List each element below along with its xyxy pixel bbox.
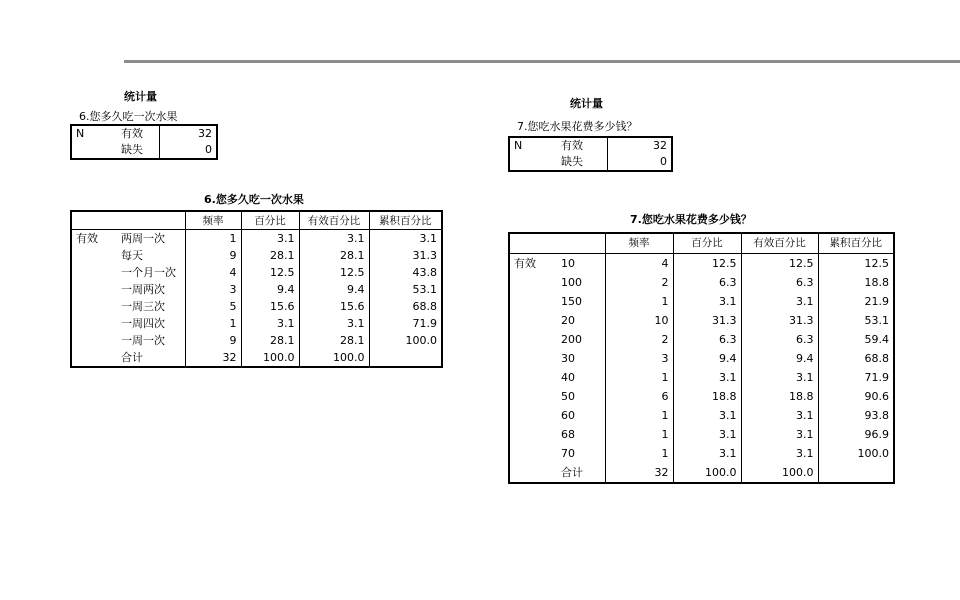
group-spacer — [509, 311, 557, 330]
cumulative-percent-value: 53.1 — [818, 311, 894, 330]
cumulative-percent-value: 100.0 — [818, 444, 894, 463]
cumulative-percent-value — [369, 349, 442, 367]
valid-percent-value: 12.5 — [741, 254, 818, 274]
valid-percent-value: 100.0 — [299, 349, 369, 367]
percent-value: 28.1 — [241, 332, 299, 349]
percent-value: 15.6 — [241, 298, 299, 315]
group-spacer — [509, 273, 557, 292]
group-spacer — [509, 463, 557, 483]
header-valid-percent: 有效百分比 — [741, 233, 818, 254]
frequency-value: 9 — [185, 332, 241, 349]
table-row — [509, 444, 894, 463]
valid-label: 有效 — [561, 139, 583, 152]
percent-value: 3.1 — [241, 230, 299, 248]
cumulative-percent-value: 59.4 — [818, 330, 894, 349]
cumulative-percent-value: 21.9 — [818, 292, 894, 311]
header-percent: 百分比 — [241, 211, 299, 230]
group-spacer — [71, 332, 117, 349]
frequency-value: 4 — [605, 254, 673, 274]
frequency-value: 1 — [605, 444, 673, 463]
group-spacer — [509, 292, 557, 311]
table-row — [71, 247, 442, 264]
frequency-value: 4 — [185, 264, 241, 281]
percent-value: 9.4 — [241, 281, 299, 298]
percent-value: 18.8 — [673, 387, 741, 406]
frequency-value: 1 — [605, 292, 673, 311]
header-row — [71, 211, 442, 230]
frequency-value: 1 — [605, 368, 673, 387]
header-frequency: 频率 — [605, 233, 673, 254]
cumulative-percent-value: 43.8 — [369, 264, 442, 281]
percent-value: 3.1 — [673, 368, 741, 387]
right-stats-table — [508, 136, 673, 172]
table-row — [509, 368, 894, 387]
row-label: 200 — [561, 333, 582, 346]
cumulative-percent-value: 93.8 — [818, 406, 894, 425]
left-stats-title: 统计量 — [124, 90, 157, 103]
stats-row-valid — [71, 125, 217, 142]
cumulative-percent-value: 90.6 — [818, 387, 894, 406]
table-row — [509, 273, 894, 292]
group-spacer — [509, 330, 557, 349]
group-spacer — [71, 281, 117, 298]
group-spacer — [71, 298, 117, 315]
percent-value: 12.5 — [241, 264, 299, 281]
percent-value: 100.0 — [673, 463, 741, 483]
group-label: 有效 — [76, 231, 98, 245]
row-label: 每天 — [121, 248, 143, 262]
valid-percent-value: 3.1 — [741, 368, 818, 387]
row-label: 10 — [561, 257, 575, 270]
valid-percent-value: 28.1 — [299, 247, 369, 264]
table-row — [509, 330, 894, 349]
row-label: 一周三次 — [121, 299, 165, 313]
left-stats-table — [70, 124, 218, 160]
frequency-value: 9 — [185, 247, 241, 264]
row-label: 一周一次 — [121, 333, 165, 347]
table-row — [71, 332, 442, 349]
table-row — [509, 254, 894, 274]
group-label: 有效 — [514, 257, 536, 270]
cumulative-percent-value: 18.8 — [818, 273, 894, 292]
valid-percent-value: 6.3 — [741, 273, 818, 292]
valid-percent-value: 6.3 — [741, 330, 818, 349]
table-row — [509, 292, 894, 311]
group-spacer — [509, 406, 557, 425]
right-freq-title: 7.您吃水果花费多少钱？ — [630, 213, 752, 226]
percent-value: 28.1 — [241, 247, 299, 264]
frequency-value: 2 — [605, 330, 673, 349]
frequency-value: 2 — [605, 273, 673, 292]
valid-percent-value: 3.1 — [741, 444, 818, 463]
valid-percent-value: 15.6 — [299, 298, 369, 315]
missing-value: 0 — [607, 154, 672, 171]
row-label: 一个月一次 — [121, 265, 176, 279]
table-row — [509, 406, 894, 425]
valid-percent-value: 100.0 — [741, 463, 818, 483]
header-valid-percent: 有效百分比 — [299, 211, 369, 230]
right-stats-title: 统计量 — [570, 97, 603, 110]
valid-percent-value: 3.1 — [299, 230, 369, 248]
frequency-value: 1 — [605, 425, 673, 444]
header-empty — [509, 233, 605, 254]
row-label: 两周一次 — [121, 231, 165, 245]
row-label: 合计 — [121, 350, 143, 364]
missing-value: 0 — [159, 142, 217, 159]
frequency-value: 3 — [605, 349, 673, 368]
cumulative-percent-value: 100.0 — [369, 332, 442, 349]
n-label: N — [514, 139, 523, 152]
valid-percent-value: 9.4 — [299, 281, 369, 298]
missing-label: 缺失 — [121, 143, 143, 156]
group-spacer — [71, 349, 117, 367]
cumulative-percent-value — [818, 463, 894, 483]
frequency-value: 32 — [605, 463, 673, 483]
total-row — [509, 463, 894, 483]
header-rule — [124, 60, 960, 63]
percent-value: 3.1 — [673, 292, 741, 311]
valid-percent-value: 12.5 — [299, 264, 369, 281]
cumulative-percent-value: 71.9 — [818, 368, 894, 387]
valid-percent-value: 3.1 — [741, 406, 818, 425]
percent-value: 3.1 — [673, 425, 741, 444]
table-row — [509, 349, 894, 368]
stats-row-missing — [509, 154, 672, 171]
row-label: 50 — [561, 390, 575, 403]
frequency-value: 1 — [185, 315, 241, 332]
group-spacer — [509, 444, 557, 463]
row-label: 40 — [561, 371, 575, 384]
right-freq-table — [508, 232, 895, 484]
table-row — [509, 311, 894, 330]
table-row — [71, 315, 442, 332]
left-freq-table — [70, 210, 443, 368]
group-spacer — [71, 315, 117, 332]
valid-value: 32 — [607, 137, 672, 154]
valid-percent-value: 18.8 — [741, 387, 818, 406]
percent-value: 3.1 — [673, 444, 741, 463]
group-spacer — [509, 349, 557, 368]
table-row — [509, 387, 894, 406]
percent-value: 9.4 — [673, 349, 741, 368]
cumulative-percent-value: 96.9 — [818, 425, 894, 444]
frequency-value: 3 — [185, 281, 241, 298]
percent-value: 3.1 — [673, 406, 741, 425]
row-label: 70 — [561, 447, 575, 460]
frequency-value: 1 — [605, 406, 673, 425]
group-spacer — [509, 368, 557, 387]
cumulative-percent-value: 68.8 — [369, 298, 442, 315]
valid-percent-value: 3.1 — [741, 425, 818, 444]
cumulative-percent-value: 68.8 — [818, 349, 894, 368]
table-row — [71, 264, 442, 281]
valid-percent-value: 31.3 — [741, 311, 818, 330]
row-label: 68 — [561, 428, 575, 441]
valid-label: 有效 — [121, 127, 143, 140]
table-row — [509, 425, 894, 444]
group-spacer — [509, 425, 557, 444]
left-stats-subtitle: 6.您多久吃一次水果 — [79, 110, 178, 123]
row-label: 合计 — [561, 466, 583, 479]
total-row — [71, 349, 442, 367]
valid-percent-value: 3.1 — [299, 315, 369, 332]
group-spacer — [71, 264, 117, 281]
percent-value: 6.3 — [673, 273, 741, 292]
row-label: 150 — [561, 295, 582, 308]
cumulative-percent-value: 3.1 — [369, 230, 442, 248]
header-row — [509, 233, 894, 254]
group-spacer — [71, 247, 117, 264]
header-cumulative-percent: 累积百分比 — [818, 233, 894, 254]
n-label: N — [76, 127, 85, 140]
percent-value: 12.5 — [673, 254, 741, 274]
row-label: 30 — [561, 352, 575, 365]
cumulative-percent-value: 12.5 — [818, 254, 894, 274]
table-row — [71, 298, 442, 315]
header-empty — [71, 211, 185, 230]
cumulative-percent-value: 53.1 — [369, 281, 442, 298]
row-label: 60 — [561, 409, 575, 422]
valid-percent-value: 9.4 — [741, 349, 818, 368]
percent-value: 31.3 — [673, 311, 741, 330]
table-row — [71, 230, 442, 248]
frequency-value: 1 — [185, 230, 241, 248]
frequency-value: 10 — [605, 311, 673, 330]
left-freq-title: 6.您多久吃一次水果 — [204, 193, 304, 206]
missing-label: 缺失 — [561, 155, 583, 168]
header-cumulative-percent: 累积百分比 — [369, 211, 442, 230]
percent-value: 6.3 — [673, 330, 741, 349]
cumulative-percent-value: 31.3 — [369, 247, 442, 264]
frequency-value: 5 — [185, 298, 241, 315]
right-stats-subtitle: 7.您吃水果花费多少钱？ — [517, 120, 638, 133]
row-label: 20 — [561, 314, 575, 327]
header-frequency: 频率 — [185, 211, 241, 230]
valid-percent-value: 28.1 — [299, 332, 369, 349]
valid-percent-value: 3.1 — [741, 292, 818, 311]
percent-value: 3.1 — [241, 315, 299, 332]
frequency-value: 32 — [185, 349, 241, 367]
row-label: 一周四次 — [121, 316, 165, 330]
header-percent: 百分比 — [673, 233, 741, 254]
stats-row-missing — [71, 142, 217, 159]
row-label: 一周两次 — [121, 282, 165, 296]
percent-value: 100.0 — [241, 349, 299, 367]
table-row — [71, 281, 442, 298]
frequency-value: 6 — [605, 387, 673, 406]
stats-row-valid — [509, 137, 672, 154]
row-label: 100 — [561, 276, 582, 289]
valid-value: 32 — [159, 125, 217, 142]
group-spacer — [509, 387, 557, 406]
cumulative-percent-value: 71.9 — [369, 315, 442, 332]
